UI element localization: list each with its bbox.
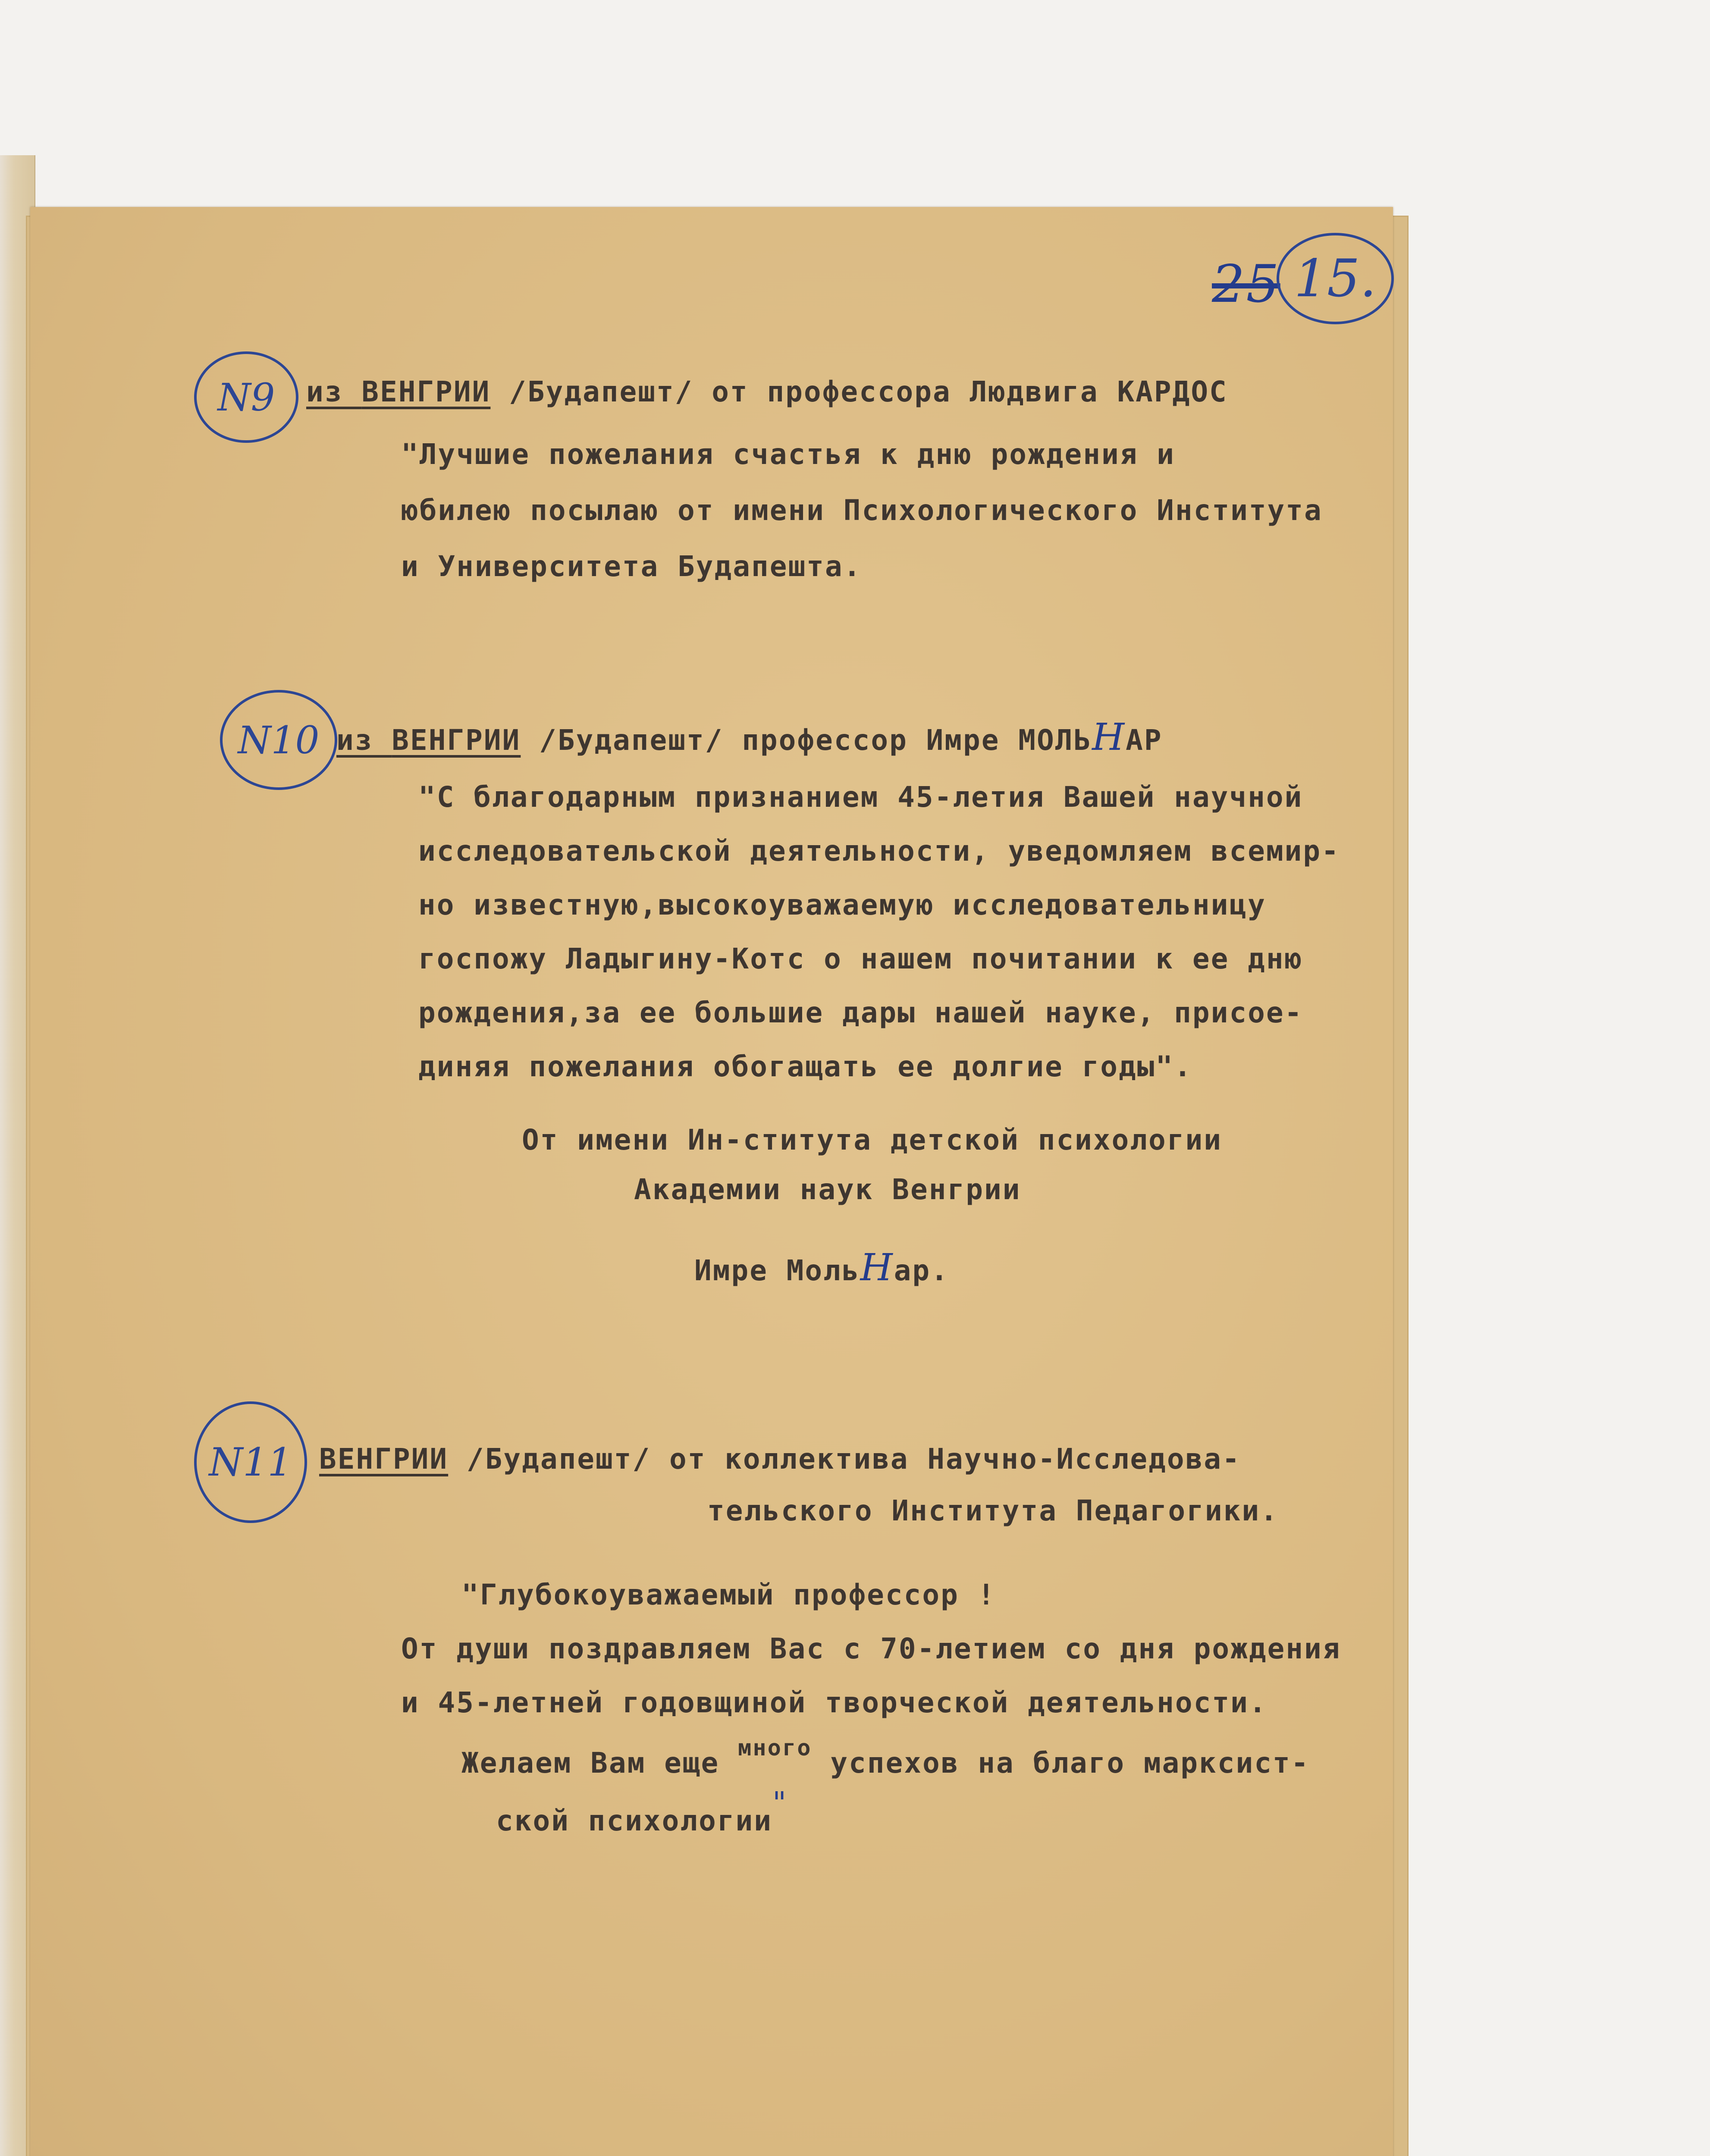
entry-10-signature-line-2: Академии наук Венгрии [634,1173,1021,1206]
heading-prefix: из [306,375,362,408]
entry-9-body-line-1: "Лучшие пожелания счастья к дню рождения и [401,438,1175,471]
entry-10-body-line-2: исследовательской деятельности, уведомляем всемир- [418,834,1340,868]
body-text-part-1: Желаем Вам еще [461,1746,738,1780]
document-sheet [30,207,1393,2156]
heading-country: ВЕНГРИИ [392,724,521,757]
heading-rest: /Будапешт/ от профессора Людвига КАРДОС [490,375,1228,408]
entry-9-body-line-3: и Университета Будапешта. [401,550,862,583]
entry-11-body-line-5 [496,1785,788,1838]
heading-rest: /Будапешт/ профессор Имре МОЛЬ [521,724,1092,757]
handwritten-quote: " [772,1785,788,1821]
entry-number-9-text: N9 [217,375,275,420]
entry-10-body-line-6: диняя пожелания обогащать ее долгие годы". [418,1050,1192,1083]
heading-rest-2: АР [1126,724,1163,757]
entry-11-heading [319,1442,1241,1476]
signature-name-part-1: Имре Моль [694,1254,860,1287]
heading-prefix: из [336,724,392,757]
body-text-part-2: успехов на благо марксист- [812,1746,1310,1780]
entry-10-body-line-4: госпожу Ладыгину-Котс о нашем почитании к ее дню [418,942,1303,975]
entry-number-11 [194,1401,307,1523]
entry-number-11-text: N11 [209,1439,292,1485]
entry-10-heading [336,716,1163,759]
entry-number-10 [220,690,337,790]
entry-10-body-line-3: но известную,высокоуважаемую исследовательницу [418,888,1266,921]
heading-country: ВЕНГРИИ [319,1442,449,1476]
entry-number-9 [194,351,298,443]
entry-9-heading [306,375,1228,408]
handwritten-correction: Н [1092,716,1126,759]
entry-11-body-line-3: и 45-летней годовщиной творческой деятельности. [401,1686,1268,1719]
entry-10-signature-line-1: От имени Ин-ститута детской психологии [522,1123,1222,1156]
entry-11-heading-line-2: тельского Института Педагогики. [707,1494,1279,1527]
inserted-word: много [738,1735,812,1761]
entry-number-10-text: N10 [238,718,320,762]
page-number-struck: 25 [1212,254,1280,314]
entry-11-body-line-4 [461,1735,1310,1780]
handwritten-correction: Н [860,1246,894,1289]
entry-10-body-line-5: рождения,за ее большие дары нашей науке, присое- [418,996,1303,1029]
entry-10-body-line-1: "С благодарным признанием 45-летия Вашей научной [418,780,1303,814]
heading-country: ВЕНГРИИ [361,375,491,408]
entry-11-body-line-2: От души поздравляем Вас с 70-летием со дня рождения [401,1632,1341,1665]
page-number [1277,233,1394,324]
body-text: ской психологии [496,1804,773,1837]
page-number-text: 15. [1294,248,1377,309]
entry-9-body-line-2: юбилею посылаю от имени Психологического Института [401,494,1323,527]
entry-10-signature-name [694,1246,949,1289]
signature-name-part-2: ар. [894,1254,949,1287]
entry-11-body-line-1: "Глубокоуважаемый профессор ! [461,1578,996,1611]
heading-rest: /Будапешт/ от коллектива Научно-Исследова- [448,1442,1241,1476]
